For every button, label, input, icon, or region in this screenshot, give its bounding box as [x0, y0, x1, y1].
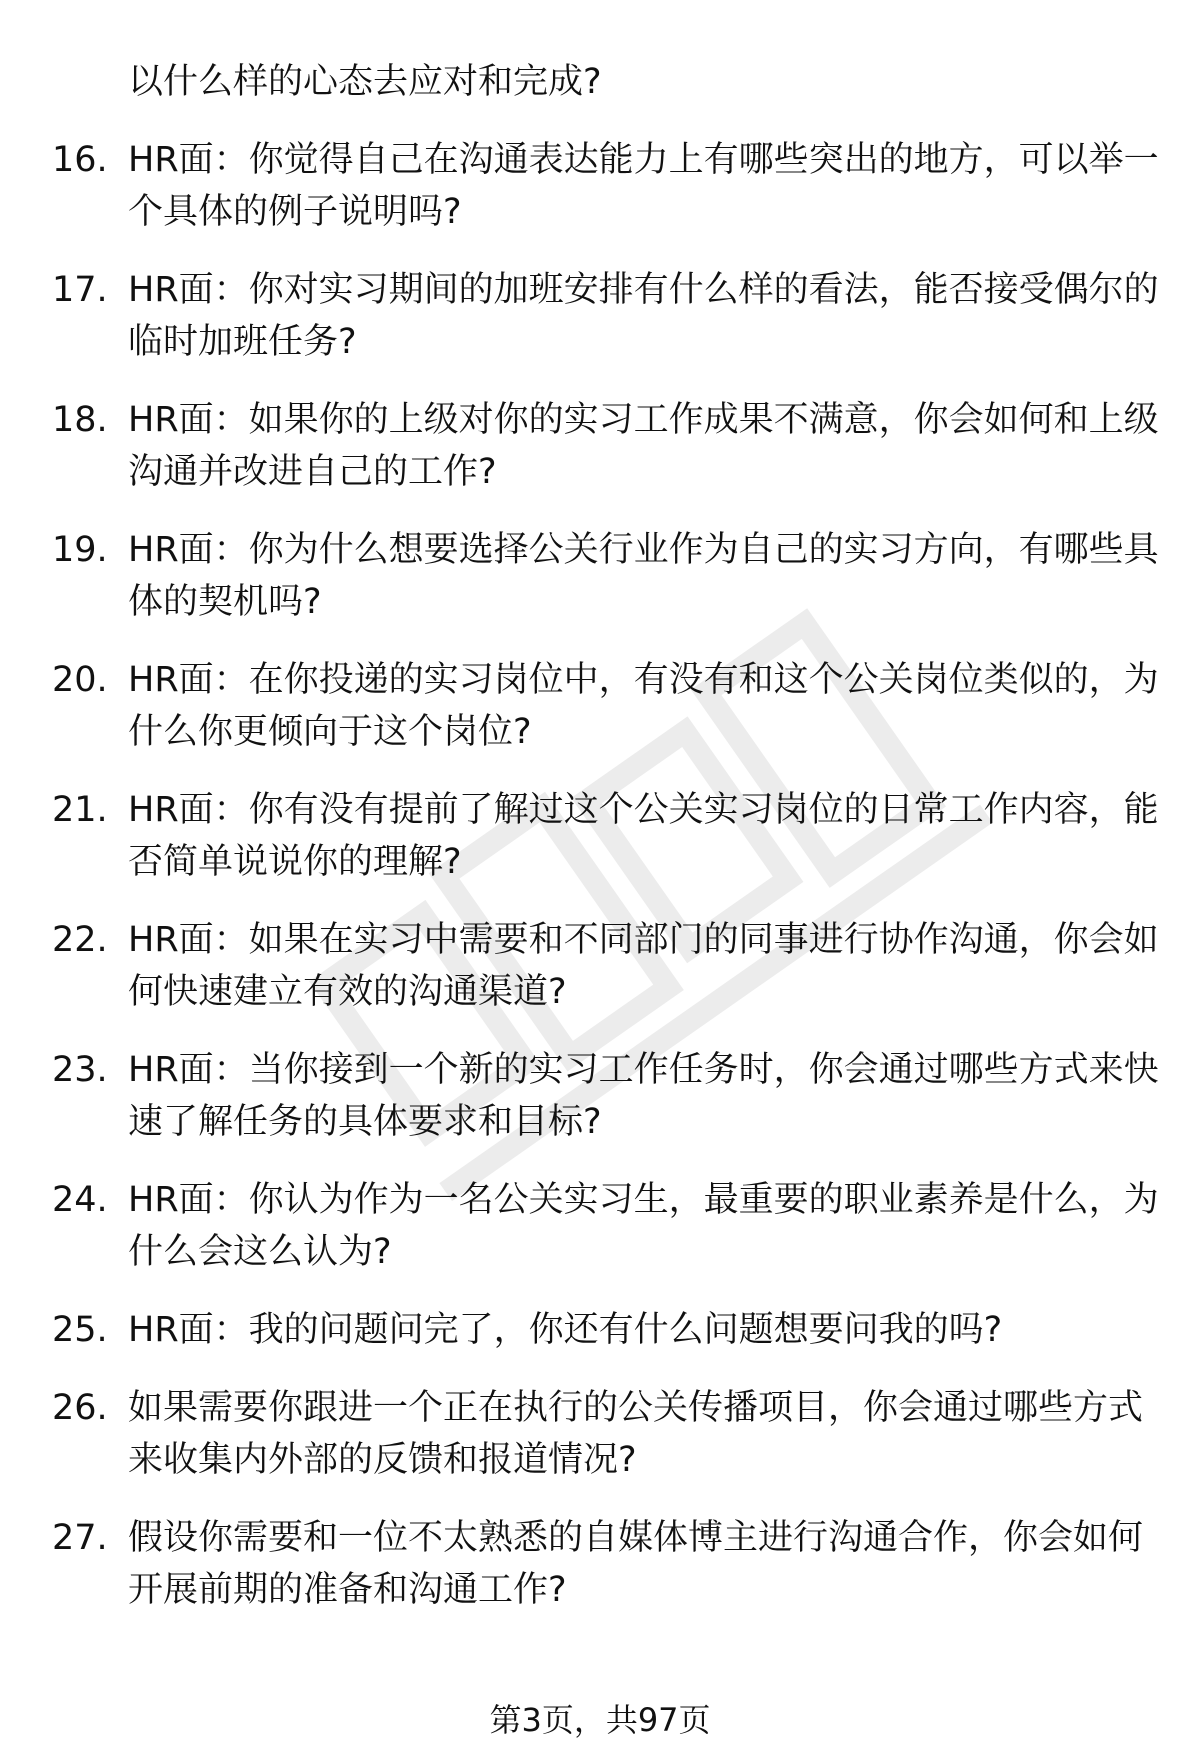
question-text: 如果需要你跟进一个正在执行的公关传播项目，你会通过哪些方式来收集内外部的反馈和报道情况? [128, 1388, 1144, 1480]
question-number: 23. [52, 1050, 108, 1090]
list-item [0, 1044, 1200, 1148]
question-text: HR面：你为什么想要选择公关行业作为自己的实习方向，有哪些具体的契机吗? [128, 530, 1159, 622]
question-number: 24. [52, 1180, 108, 1220]
question-text: HR面：如果你的上级对你的实习工作成果不满意，你会如何和上级沟通并改进自己的工作? [128, 400, 1159, 492]
list-item [0, 1512, 1200, 1616]
list-item-continuation [0, 56, 1200, 108]
question-number: 25. [52, 1310, 108, 1350]
list-item [0, 1174, 1200, 1278]
list-item [0, 524, 1200, 628]
list-item [0, 1304, 1200, 1356]
question-number: 27. [52, 1518, 108, 1558]
question-text: HR面：你觉得自己在沟通表达能力上有哪些突出的地方，可以举一个具体的例子说明吗? [128, 140, 1159, 232]
question-number: 20. [52, 660, 108, 700]
question-text: HR面：你对实习期间的加班安排有什么样的看法，能否接受偶尔的临时加班任务? [128, 270, 1159, 362]
question-text: HR面：在你投递的实习岗位中，有没有和这个公关岗位类似的，为什么你更倾向于这个岗位? [128, 660, 1159, 752]
list-item [0, 784, 1200, 888]
list-item [0, 134, 1200, 238]
question-text: HR面：当你接到一个新的实习工作任务时，你会通过哪些方式来快速了解任务的具体要求和目标? [128, 1050, 1159, 1142]
question-number: 16. [52, 140, 108, 180]
list-item [0, 394, 1200, 498]
question-number: 18. [52, 400, 108, 440]
page-footer [0, 1700, 1200, 1740]
list-item [0, 1382, 1200, 1486]
question-text: HR面：我的问题问完了，你还有什么问题想要问我的吗? [128, 1310, 1003, 1350]
list-item [0, 654, 1200, 758]
page-number-label: 第3页，共97页 [489, 1701, 711, 1739]
question-number: 19. [52, 530, 108, 570]
question-text: HR面：你有没有提前了解过这个公关实习岗位的日常工作内容，能否简单说说你的理解? [128, 790, 1159, 882]
question-number: 26. [52, 1388, 108, 1428]
question-text: 假设你需要和一位不太熟悉的自媒体博主进行沟通合作，你会如何开展前期的准备和沟通工作? [128, 1518, 1144, 1610]
question-list [0, 56, 1200, 1642]
question-text: 以什么样的心态去应对和完成? [128, 62, 602, 102]
question-text: HR面：你认为作为一名公关实习生，最重要的职业素养是什么，为什么会这么认为? [128, 1180, 1159, 1272]
question-number: 22. [52, 920, 108, 960]
list-item [0, 264, 1200, 368]
question-number: 21. [52, 790, 108, 830]
list-item [0, 914, 1200, 1018]
question-text: HR面：如果在实习中需要和不同部门的同事进行协作沟通，你会如何快速建立有效的沟通渠道? [128, 920, 1159, 1012]
question-number: 17. [52, 270, 108, 310]
